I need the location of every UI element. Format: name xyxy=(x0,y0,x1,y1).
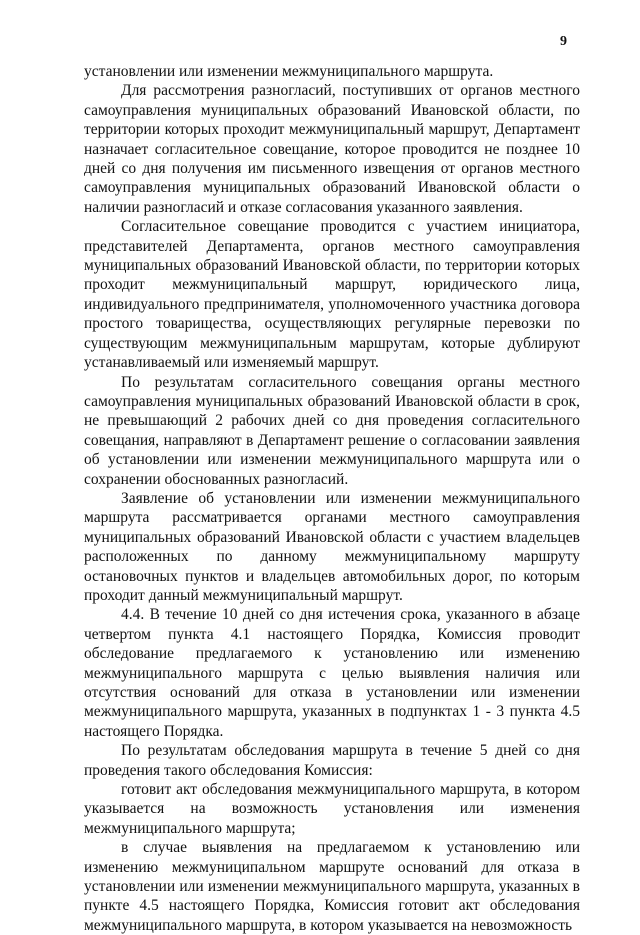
paragraph: Заявление об установлении или изменении межмуниципального маршрута рассматривается органами местного самоуправления муниципальных образований Ивановской области с участием владельцев расположенных по данному межмуниципальному маршруту остановочных пунктов и владельцев автомобильных дорог, по которым проходит данный межмуниципальный маршрут. xyxy=(84,489,580,604)
paragraph: в случае выявления на предлагаемом к установлению или изменению межмуниципальном маршруте оснований для отказа в установлении или изменении межмуниципального маршрута, указанных в пункте 4.5 настоящего Порядка, Комиссия готовит акт обследования межмуниципального маршрута, в котором указывается на невозможность xyxy=(84,839,580,934)
paragraph: Для рассмотрения разногласий, поступивших от органов местного самоуправления муниципальных образований Ивановской области, по территории которых проходит межмуниципальный маршрут, Департамент назначает согласительное совещание, которое проводится не позднее 10 дней со дня получения им письменного извещения от органов местного самоуправления муниципальных образований Ивановской области о наличии разногласий и отказе согласования указанного заявления. xyxy=(84,82,580,216)
document-body xyxy=(84,62,580,935)
paragraph: По результатам обследования маршрута в течение 5 дней со дня проведения такого обследования Комиссия: xyxy=(84,742,580,779)
page-number: 9 xyxy=(560,34,567,49)
paragraph: Согласительное совещание проводится с участием инициатора, представителей Департамента, органов местного самоуправления муниципальных образований Ивановской области, по территории которых проходит межмуниципальный маршрут, юридического лица, индивидуального предпринимателя, уполномоченного участника договора простого товарищества, осуществляющих регулярные перевозки по существующим межмуниципальным маршрутам, которые дублируют устанавливаемый или изменяемый маршрут. xyxy=(84,218,580,372)
paragraph: установлении или изменении межмуниципального маршрута. xyxy=(84,63,494,80)
paragraph: По результатам согласительного совещания органы местного самоуправления муниципальных образований Ивановской области в срок, не превышающий 2 рабочих дней со дня проведения согласительного совещания, направляют в Департамент решение о согласовании заявления об установлении или изменении межмуниципального маршрута или о сохранении обоснованных разногласий. xyxy=(84,373,580,488)
paragraph: 4.4. В течение 10 дней со дня истечения срока, указанного в абзаце четвертом пункта 4.1 настоящего Порядка, Комиссия проводит обследование предлагаемого к установлению или изменению межмуниципального маршрута с целью выявления наличия или отсутствия оснований для отказа в установлении или изменении межмуниципального маршрута, указанных в подпунктах 1 - 3 пункта 4.5 настоящего Порядка. xyxy=(84,606,580,740)
paragraph: готовит акт обследования межмуниципального маршрута, в котором указывается на возможность установления или изменения межмуниципального маршрута; xyxy=(84,781,580,837)
